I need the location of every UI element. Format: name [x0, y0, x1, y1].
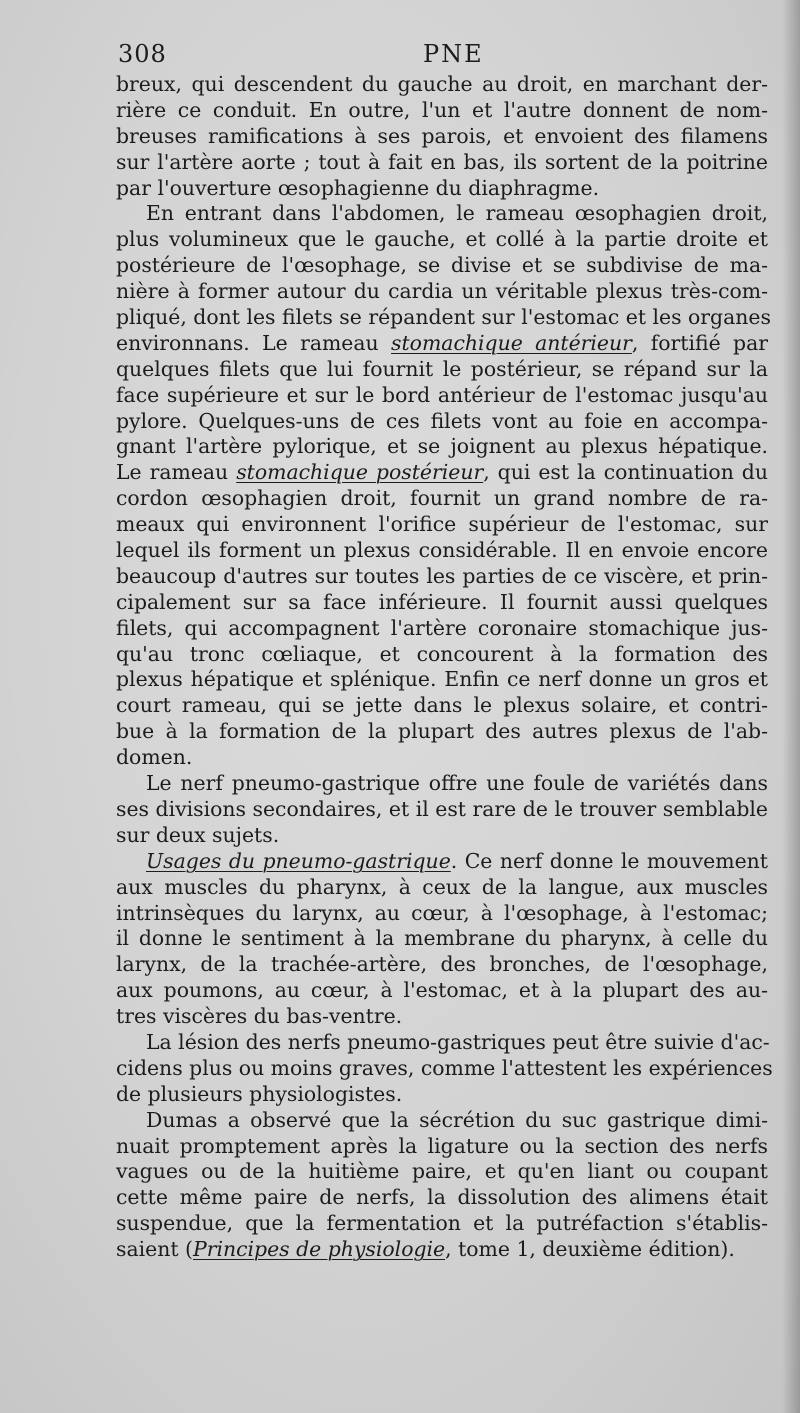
- text-run: face supérieure et sur le bord antérieur de l'estomac jusqu'au: [116, 382, 768, 407]
- text-line: [116, 1237, 768, 1263]
- text-line: [116, 1211, 768, 1237]
- text-run: aux poumons, au cœur, à l'estomac, et à la plupart des au-: [116, 978, 768, 1003]
- text-line: [116, 1082, 768, 1108]
- text-run: aux muscles du pharynx, à ceux de la langue, aux muscles: [116, 874, 768, 899]
- text-line: [116, 978, 768, 1004]
- page-header: [118, 40, 764, 74]
- text-run: larynx, de la trachée-artère, des bronches, de l'œsophage,: [116, 952, 768, 977]
- text-run: cette même paire de nerfs, la dissolution des alimens était: [116, 1185, 768, 1210]
- text-run: Le rameau: [116, 460, 237, 485]
- text-line: [116, 875, 768, 901]
- text-run: de plusieurs physiologistes.: [116, 1081, 403, 1106]
- text-line: [116, 150, 768, 176]
- paragraph: [116, 1029, 773, 1108]
- text-line: [116, 590, 768, 616]
- text-run: filets, qui accompagnent l'artère coronaire stomachique jus-: [116, 615, 768, 640]
- text-line: [116, 667, 768, 693]
- text-line: [116, 486, 768, 512]
- text-run: Le nerf pneumo-gastrique offre une foule de variétés dans: [146, 771, 768, 796]
- paragraph: [116, 771, 768, 849]
- text-run: ses divisions secondaires, et il est rare de le trouver semblable: [116, 796, 768, 821]
- text-line: [116, 383, 768, 409]
- text-run: , fortifié par: [631, 330, 768, 355]
- text-run: breux, qui descendent du gauche au droit, en marchant der-: [116, 72, 768, 96]
- page-edge-shadow: [782, 0, 800, 1413]
- paragraph: [116, 201, 771, 771]
- text-line: [116, 201, 768, 227]
- text-line: [116, 98, 768, 124]
- text-line: [116, 538, 768, 564]
- text-run: , tome 1, deuxième édition).: [445, 1237, 735, 1262]
- text-line: [116, 564, 768, 590]
- text-run: court rameau, qui se jette dans le plexus solaire, et contri-: [116, 693, 768, 718]
- text-run: pylore. Quelques-uns de ces filets vont au foie en accompa-: [116, 408, 768, 433]
- italic-term: stomachique antérieur: [391, 330, 632, 355]
- italic-term: Usages du pneumo-gastrique: [146, 848, 451, 873]
- text-run: , qui est la continuation du: [483, 460, 768, 485]
- text-line: [116, 642, 768, 668]
- text-line: [116, 305, 771, 331]
- running-head: PNE: [423, 40, 484, 68]
- text-run: En entrant dans l'abdomen, le rameau œsophagien droit,: [146, 201, 768, 226]
- text-run: domen.: [116, 745, 193, 770]
- text-run: gnant l'artère pylorique, et se joignent au plexus hépatique.: [116, 434, 768, 459]
- text-run: intrinsèques du larynx, au cœur, à l'œsophage, à l'estomac;: [116, 900, 768, 925]
- text-line: [116, 823, 768, 849]
- text-run: Dumas a observé que la sécrétion du suc gastrique dimi-: [146, 1107, 768, 1132]
- text-run: cipalement sur sa face inférieure. Il fournit aussi quelques: [116, 589, 768, 614]
- text-run: cordon œsophagien droit, fournit un grand nombre de ra-: [116, 486, 768, 511]
- text-line: [116, 512, 768, 538]
- text-line: [116, 434, 768, 460]
- text-line: [116, 176, 768, 202]
- text-line: [116, 227, 768, 253]
- text-run: postérieure de l'œsophage, se divise et se subdivise de ma-: [116, 253, 768, 278]
- text-line: [116, 926, 768, 952]
- text-run: pliqué, dont les filets se répandent sur l'estomac et les organes: [116, 305, 771, 330]
- text-line: [116, 771, 768, 797]
- text-line: [116, 849, 768, 875]
- text-line: [116, 1159, 768, 1185]
- text-run: plus volumineux que le gauche, et collé à la partie droite et: [116, 227, 768, 252]
- text-run: plexus hépatique et splénique. Enfin ce nerf donne un gros et: [116, 667, 768, 692]
- text-run: cidens plus ou moins graves, comme l'attestent les expériences: [116, 1055, 773, 1080]
- body-text: [116, 72, 773, 1263]
- text-line: [116, 124, 768, 150]
- text-line: [116, 72, 768, 98]
- text-line: [116, 1185, 768, 1211]
- text-line: [116, 719, 768, 745]
- text-line: [116, 745, 768, 771]
- text-run: il donne le sentiment à la membrane du pharynx, à celle du: [116, 926, 768, 951]
- paragraph: [116, 72, 768, 201]
- text-run: lequel ils forment un plexus considérable. Il en envoie encore: [116, 538, 768, 563]
- text-run: . Ce nerf donne le mouvement: [450, 848, 768, 873]
- text-run: La lésion des nerfs pneumo-gastriques peut être suivie d'ac-: [146, 1029, 770, 1054]
- text-line: [116, 1134, 768, 1160]
- text-run: vagues ou de la huitième paire, et qu'en liant ou coupant: [116, 1159, 768, 1184]
- text-run: beaucoup d'autres sur toutes les parties de ce viscère, et prin-: [116, 563, 768, 588]
- text-line: [116, 693, 768, 719]
- text-line: [116, 952, 768, 978]
- text-run: sur l'artère aorte ; tout à fait en bas, ils sortent de la poitrine: [116, 149, 768, 174]
- text-line: [116, 1030, 768, 1056]
- text-line: [116, 279, 768, 305]
- text-line: [116, 1055, 773, 1082]
- text-run: qu'au tronc cœliaque, et concourent à la formation des: [116, 641, 768, 666]
- text-run: par l'ouverture œsophagienne du diaphragme.: [116, 175, 600, 200]
- text-line: [116, 357, 768, 383]
- page-number: 308: [118, 40, 167, 68]
- text-run: bue à la formation de la plupart des autres plexus de l'ab-: [116, 719, 768, 744]
- text-run: suspendue, que la fermentation et la putréfaction s'établis-: [116, 1211, 768, 1236]
- text-run: rière ce conduit. En outre, l'un et l'autre donnent de nom-: [116, 97, 768, 122]
- text-run: nière à former autour du cardia un véritable plexus très-com-: [116, 279, 768, 304]
- italic-term: stomachique postérieur: [236, 460, 484, 485]
- text-line: [116, 409, 768, 435]
- text-line: [116, 1108, 768, 1134]
- text-line: [116, 331, 768, 357]
- text-line: [116, 253, 768, 279]
- text-line: [116, 616, 768, 642]
- text-run: tres viscères du bas-ventre.: [116, 1004, 403, 1029]
- text-line: [116, 797, 768, 823]
- text-run: saient (: [116, 1237, 193, 1262]
- text-run: meaux qui environnent l'orifice supérieur de l'estomac, sur: [116, 512, 768, 537]
- paragraph: [116, 849, 768, 1030]
- text-line: [116, 1004, 768, 1030]
- text-run: sur deux sujets.: [116, 822, 280, 847]
- paragraph: [116, 1108, 768, 1263]
- text-run: breuses ramifications à ses parois, et envoient des filamens: [116, 123, 768, 148]
- text-run: quelques filets que lui fournit le postérieur, se répand sur la: [116, 356, 768, 381]
- text-line: [116, 460, 768, 486]
- text-run: nuait promptement après la ligature ou la section des nerfs: [116, 1133, 768, 1158]
- italic-term: Principes de physiologie: [192, 1237, 446, 1262]
- text-run: environnans. Le rameau: [116, 330, 392, 355]
- text-line: [116, 901, 768, 927]
